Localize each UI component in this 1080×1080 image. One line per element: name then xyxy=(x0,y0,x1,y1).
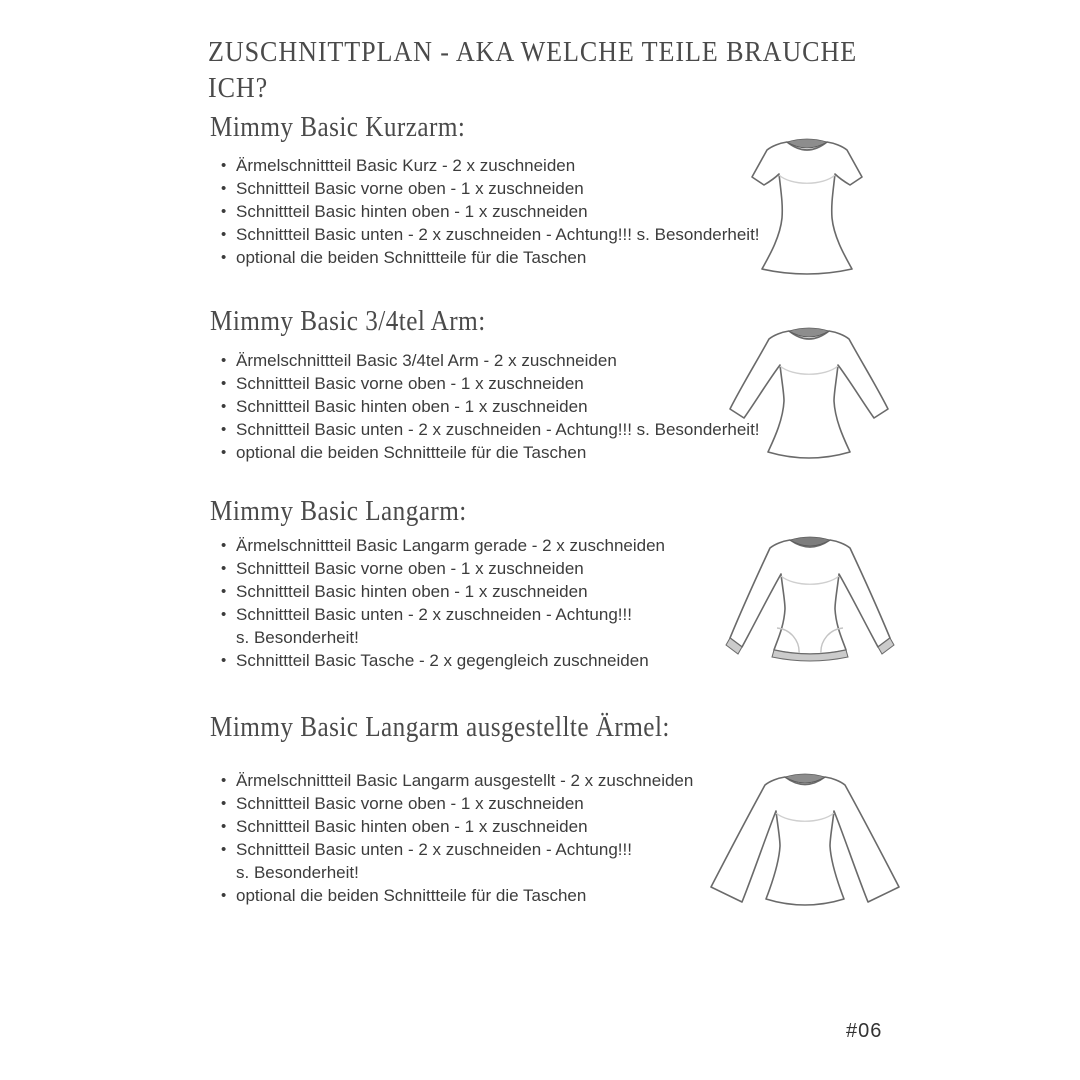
list-item xyxy=(221,884,693,907)
list-item-text-continuation: s. Besonderheit! xyxy=(236,628,359,647)
list-item-text: Ärmelschnittteil Basic Langarm gerade - 2 x zuschneiden xyxy=(236,536,665,555)
shirt-body-outline xyxy=(711,777,899,905)
list-item-text: Ärmelschnittteil Basic 3/4tel Arm - 2 x zuschneiden xyxy=(236,351,617,370)
list-item-text-continuation: s. Besonderheit! xyxy=(236,863,359,882)
shirt-body-outline xyxy=(730,540,890,654)
section-heading-kurzarm: Mimmy Basic Kurzarm: xyxy=(210,112,466,143)
page-number: #06 xyxy=(846,1020,883,1042)
bullet-icon: • xyxy=(221,226,227,243)
shirt-long-sleeve-illustration xyxy=(723,533,898,673)
bullet-icon: • xyxy=(221,583,227,600)
bullet-icon: • xyxy=(221,249,227,266)
bullet-icon: • xyxy=(221,537,227,554)
list-item xyxy=(221,557,665,580)
list-item-text: optional die beiden Schnittteile für die Taschen xyxy=(236,886,587,905)
list-item xyxy=(221,418,760,441)
list-item xyxy=(221,200,760,223)
list-item xyxy=(221,534,665,557)
list-item-text: Schnittteil Basic unten - 2 x zuschneiden - Achtung!!! s. Besonderheit! xyxy=(236,420,760,439)
list-item-text: Schnittteil Basic hinten oben - 1 x zuschneiden xyxy=(236,817,588,836)
list-item xyxy=(221,441,760,464)
list-item xyxy=(221,838,693,884)
list-item-text: Schnittteil Basic unten - 2 x zuschneiden - Achtung!!! xyxy=(236,840,632,859)
list-item xyxy=(221,603,665,649)
bullet-icon: • xyxy=(221,203,227,220)
list-item xyxy=(221,395,760,418)
bullet-icon: • xyxy=(221,560,227,577)
bullet-icon: • xyxy=(221,772,227,789)
cut-list-langarm xyxy=(221,534,665,672)
list-item-text: Schnittteil Basic hinten oben - 1 x zuschneiden xyxy=(236,582,588,601)
bullet-icon: • xyxy=(221,887,227,904)
bullet-icon: • xyxy=(221,444,227,461)
list-item xyxy=(221,580,665,603)
list-item xyxy=(221,246,760,269)
list-item-text: Schnittteil Basic hinten oben - 1 x zuschneiden xyxy=(236,202,588,221)
list-item-text: optional die beiden Schnittteile für die Taschen xyxy=(236,248,587,267)
bullet-icon: • xyxy=(221,795,227,812)
bullet-icon: • xyxy=(221,375,227,392)
section-heading-langarm-ausgestellt: Mimmy Basic Langarm ausgestellte Ärmel: xyxy=(210,712,670,743)
list-item xyxy=(221,223,760,246)
list-item xyxy=(221,649,665,672)
list-item-text: Ärmelschnittteil Basic Kurz - 2 x zuschneiden xyxy=(236,156,576,175)
cut-list-langarm-ausgestellt xyxy=(221,769,693,907)
list-item xyxy=(221,177,760,200)
section-heading-dreiviertel-arm: Mimmy Basic 3/4tel Arm: xyxy=(210,306,486,337)
list-item xyxy=(221,792,693,815)
list-item-text: Schnittteil Basic vorne oben - 1 x zuschneiden xyxy=(236,794,584,813)
cut-list-dreiviertel-arm xyxy=(221,349,760,464)
list-item xyxy=(221,769,693,792)
cut-list-kurzarm xyxy=(221,154,760,269)
bullet-icon: • xyxy=(221,818,227,835)
list-item-text: Ärmelschnittteil Basic Langarm ausgestellt - 2 x zuschneiden xyxy=(236,771,694,790)
list-item xyxy=(221,154,760,177)
bullet-icon: • xyxy=(221,398,227,415)
bullet-icon: • xyxy=(221,352,227,369)
list-item xyxy=(221,372,760,395)
bullet-icon: • xyxy=(221,157,227,174)
bullet-icon: • xyxy=(221,180,227,197)
bullet-icon: • xyxy=(221,841,227,858)
section-heading-langarm: Mimmy Basic Langarm: xyxy=(210,496,467,527)
shirt-body-outline xyxy=(752,142,862,274)
list-item-text: Schnittteil Basic vorne oben - 1 x zuschneiden xyxy=(236,559,584,578)
bullet-icon: • xyxy=(221,606,227,623)
list-item-text: Schnittteil Basic unten - 2 x zuschneiden - Achtung!!! s. Besonderheit! xyxy=(236,225,760,244)
list-item-text: Schnittteil Basic vorne oben - 1 x zuschneiden xyxy=(236,179,584,198)
page-title: ZUSCHNITTPLAN - AKA WELCHE TEILE BRAUCHE ICH? xyxy=(208,36,858,104)
list-item-text: Schnittteil Basic unten - 2 x zuschneiden - Achtung!!! xyxy=(236,605,632,624)
list-item-text: Schnittteil Basic hinten oben - 1 x zuschneiden xyxy=(236,397,588,416)
list-item xyxy=(221,349,760,372)
shirt-flared-sleeve-illustration xyxy=(708,770,903,912)
list-item xyxy=(221,815,693,838)
list-item-text: optional die beiden Schnittteile für die Taschen xyxy=(236,443,587,462)
bullet-icon: • xyxy=(221,652,227,669)
bullet-icon: • xyxy=(221,421,227,438)
list-item-text: Schnittteil Basic vorne oben - 1 x zuschneiden xyxy=(236,374,584,393)
shirt-short-sleeve-illustration xyxy=(751,134,863,282)
list-item-text: Schnittteil Basic Tasche - 2 x gegengleich zuschneiden xyxy=(236,651,649,670)
